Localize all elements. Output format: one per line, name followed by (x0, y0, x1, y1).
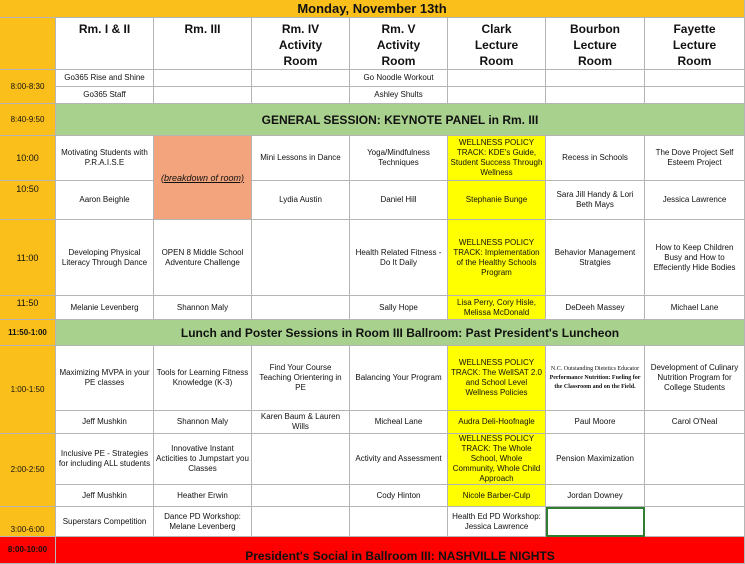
cell-session[interactable]: How to Keep Children Busy and How to Effeciently Hide Bodies (645, 220, 745, 296)
cell-presenter[interactable]: Carol O'Neal (645, 411, 745, 434)
time-3-00[interactable]: 3:00-6:00 (0, 507, 56, 537)
cell-empty[interactable] (154, 87, 252, 104)
cell-session[interactable] (546, 346, 645, 411)
cell-session[interactable]: Inclusive PE - Strategies for including ALL students (56, 434, 154, 485)
cell-empty[interactable] (448, 70, 546, 87)
cell-empty[interactable] (645, 87, 745, 104)
cell-session[interactable]: Tools for Learning Fitness Knowledge (K-3) (154, 346, 252, 411)
header-clark[interactable]: Clark Lecture Room (448, 18, 546, 70)
cell-session[interactable]: Pension Maximization (546, 434, 645, 485)
cell-presenter[interactable]: Ashley Shults (350, 87, 448, 104)
header-fayette[interactable]: Fayette Lecture Room (645, 18, 745, 70)
cell-presenter[interactable]: Jessica Lawrence (645, 181, 745, 220)
time-8-40[interactable]: 8:40-9:50 (0, 104, 56, 136)
cell-presenter[interactable]: Sara Jill Handy & Lori Beth Mays (546, 181, 645, 220)
cell-wellness-presenter[interactable]: Lisa Perry, Cory Hisle, Melissa McDonald (448, 296, 546, 320)
cell-presenter[interactable]: Shannon Maly (154, 296, 252, 320)
cell-presenter[interactable]: Go365 Staff (56, 87, 154, 104)
cell-presenter[interactable]: Melanie Levenberg (56, 296, 154, 320)
cell-session[interactable]: Maximizing MVPA in your PE classes (56, 346, 154, 411)
time-8-00[interactable]: 8:00-8:30 (0, 70, 56, 104)
cell-empty[interactable] (645, 507, 745, 537)
session-title: Performance Nutrition: Fueling for the Classroom and on the Field. (549, 374, 641, 390)
cell-session[interactable]: Developing Physical Literacy Through Dance (56, 220, 154, 296)
cell-session[interactable]: Go365 Rise and Shine (56, 70, 154, 87)
time-8-00-pm[interactable]: 8:00-10:00 (0, 537, 56, 564)
cell-empty[interactable] (350, 507, 448, 537)
cell-empty[interactable] (252, 220, 350, 296)
cell-wellness-session[interactable]: WELLNESS POLICY TRACK: KDE's Guide, Student Success Through Wellness (448, 136, 546, 181)
cell-wellness-session[interactable]: WELLNESS POLICY TRACK: Implementation of the Healthy Schools Program (448, 220, 546, 296)
cell-session[interactable]: Superstars Competition (56, 507, 154, 537)
cell-wellness-session[interactable]: WELLNESS POLICY TRACK: The Whole School, Whole Community, Whole Child Approach (448, 434, 546, 485)
lunch-banner[interactable]: Lunch and Poster Sessions in Room III Ballroom: Past President's Luncheon (56, 320, 745, 346)
cell-empty[interactable] (546, 70, 645, 87)
time-11-50[interactable]: 11:50 (0, 296, 56, 320)
time-11-00[interactable]: 11:00 (0, 220, 56, 296)
cell-wellness-presenter[interactable]: Nicole Barber-Culp (448, 485, 546, 507)
cell-wellness-presenter[interactable]: Stephanie Bunge (448, 181, 546, 220)
cell-session[interactable]: Motivating Students with P.R.A.I.S.E (56, 136, 154, 181)
cell-session[interactable]: Mini Lessons in Dance (252, 136, 350, 181)
time-10-00[interactable]: 10:00 (0, 136, 56, 181)
cell-presenter[interactable]: Paul Moore (546, 411, 645, 434)
cell-empty[interactable] (645, 485, 745, 507)
cell-wellness-presenter[interactable]: Audra Deli-Hoofnagle (448, 411, 546, 434)
cell-session[interactable]: Balancing Your Program (350, 346, 448, 411)
cell-empty[interactable] (252, 296, 350, 320)
cell-empty[interactable] (154, 70, 252, 87)
cell-empty[interactable] (252, 87, 350, 104)
cell-session[interactable]: Innovative Instant Acticities to Jumpstart you Classes (154, 434, 252, 485)
cell-session[interactable]: Health Ed PD Workshop: Jessica Lawrence (448, 507, 546, 537)
cell-presenter[interactable]: Sally Hope (350, 296, 448, 320)
cell-presenter[interactable]: Michael Lane (645, 296, 745, 320)
cell-presenter[interactable]: Daniel Hill (350, 181, 448, 220)
time-2-00[interactable]: 2:00-2:50 (0, 434, 56, 507)
cell-empty[interactable] (252, 485, 350, 507)
cell-presenter[interactable]: Jeff Mushkin (56, 485, 154, 507)
time-11-50-1-00[interactable]: 11:50-1:00 (0, 320, 56, 346)
cell-empty[interactable] (252, 434, 350, 485)
cell-session[interactable]: Dance PD Workshop: Melane Levenberg (154, 507, 252, 537)
cell-empty[interactable] (252, 507, 350, 537)
cell-presenter[interactable]: Lydia Austin (252, 181, 350, 220)
cell-room-breakdown[interactable] (154, 136, 252, 220)
corner-cell[interactable] (0, 18, 56, 70)
cell-presenter[interactable]: Micheal Lane (350, 411, 448, 434)
time-10-50[interactable]: 10:50 (0, 181, 56, 220)
session-award-note: N.C. Outstanding Dietetics Educator (550, 365, 640, 372)
cell-presenter[interactable]: Shannon Maly (154, 411, 252, 434)
cell-empty[interactable] (252, 70, 350, 87)
cell-session[interactable]: Health Related Fitness - Do It Daily (350, 220, 448, 296)
header-room-4[interactable]: Rm. IV Activity Room (252, 18, 350, 70)
cell-empty[interactable] (448, 87, 546, 104)
time-1-00[interactable]: 1:00-1:50 (0, 346, 56, 434)
sheet-title[interactable]: Monday, November 13th (0, 0, 745, 18)
header-room-5[interactable]: Rm. V Activity Room (350, 18, 448, 70)
cell-presenter[interactable]: Aaron Beighle (56, 181, 154, 220)
social-banner[interactable]: President's Social in Ballroom III: NASHVILLE NIGHTS (56, 537, 745, 564)
header-room-1-2[interactable]: Rm. I & II (56, 18, 154, 70)
cell-session[interactable]: The Dove Project Self Esteem Project (645, 136, 745, 181)
cell-empty[interactable] (546, 87, 645, 104)
cell-session[interactable]: Recess in Schools (546, 136, 645, 181)
cell-session[interactable]: Yoga/Mindfulness Techniques (350, 136, 448, 181)
cell-presenter[interactable]: Cody Hinton (350, 485, 448, 507)
cell-presenter[interactable]: DeDeeh Massey (546, 296, 645, 320)
cell-presenter[interactable]: Jeff Mushkin (56, 411, 154, 434)
cell-empty[interactable] (645, 70, 745, 87)
header-room-3[interactable]: Rm. III (154, 18, 252, 70)
cell-presenter[interactable]: Karen Baum & Lauren Wills (252, 411, 350, 434)
cell-presenter[interactable]: Jordan Downey (546, 485, 645, 507)
general-session-banner[interactable]: GENERAL SESSION: KEYNOTE PANEL in Rm. III (56, 104, 745, 136)
cell-wellness-session[interactable]: WELLNESS POLICY TRACK: The WellSAT 2.0 and School Level Wellness Policies (448, 346, 546, 411)
cell-session[interactable]: Development of Culinary Nutrition Program for College Students (645, 346, 745, 411)
cell-presenter[interactable]: Heather Erwin (154, 485, 252, 507)
cell-session[interactable]: Find Your Course Teaching Orientering in PE (252, 346, 350, 411)
cell-empty[interactable] (645, 434, 745, 485)
breakdown-note: (breakdown of room) (160, 172, 245, 183)
cell-session[interactable]: Go Noodle Workout (350, 70, 448, 87)
selected-cell[interactable] (546, 507, 645, 537)
cell-session[interactable]: OPEN 8 Middle School Adventure Challenge (154, 220, 252, 296)
cell-session[interactable]: Activity and Assessment (350, 434, 448, 485)
header-bourbon[interactable]: Bourbon Lecture Room (546, 18, 645, 70)
cell-session[interactable]: Behavior Management Stratgies (546, 220, 645, 296)
